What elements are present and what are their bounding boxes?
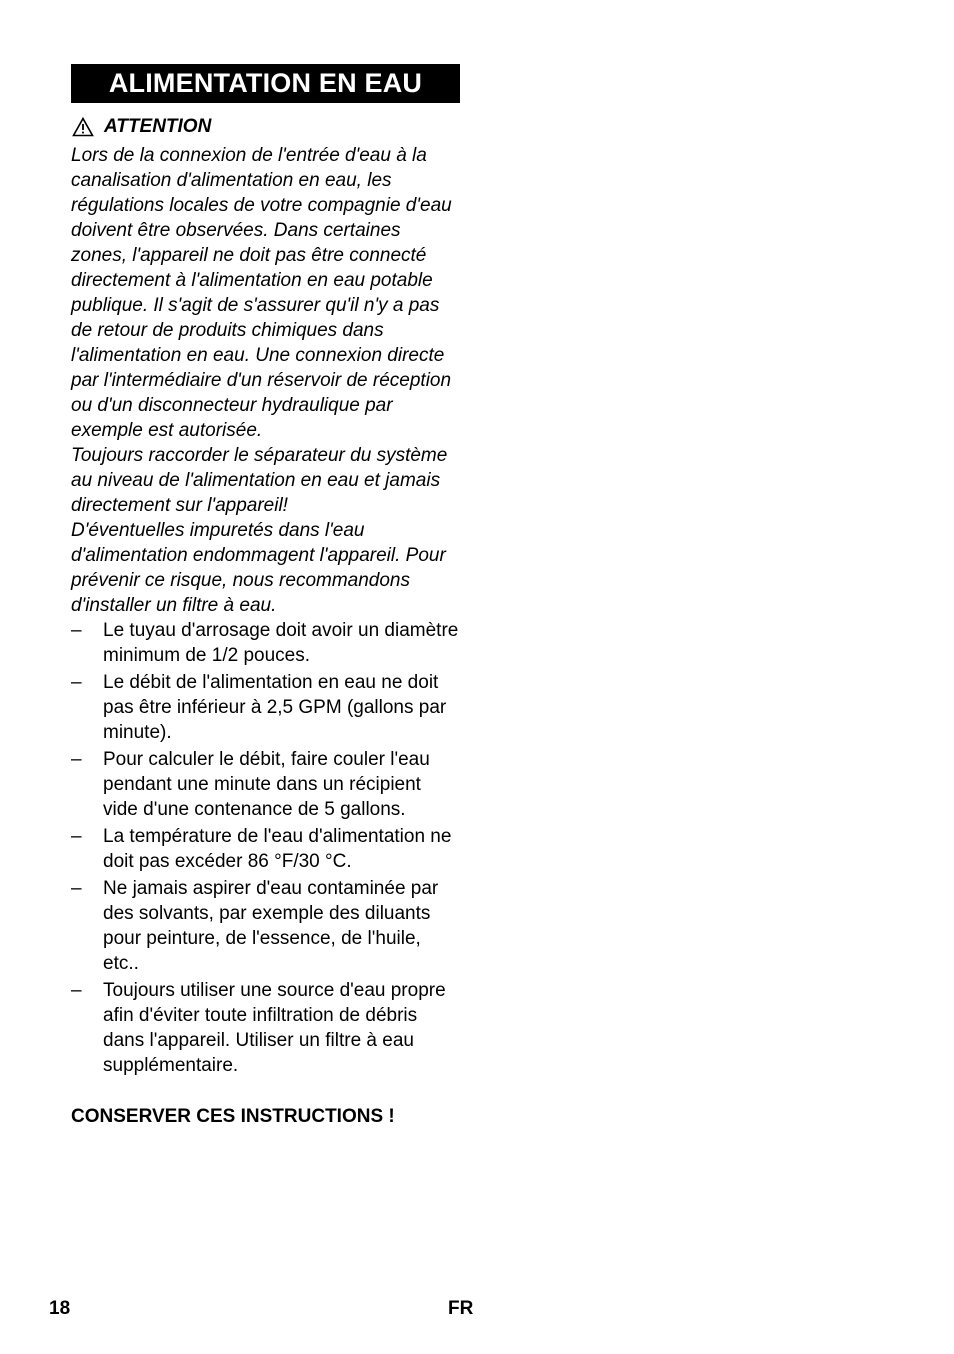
attention-heading [71, 114, 460, 140]
attention-paragraph: D'éventuelles impuretés dans l'eau d'alimentation endommagent l'appareil. Pour prévenir ce risque, nous recommandons d'installer un filtre à eau. [71, 520, 446, 616]
list-item [71, 824, 460, 874]
list-bullet: – [71, 878, 82, 899]
content-column [71, 64, 460, 1129]
list-item-text: Ne jamais aspirer d'eau contaminée par des solvants, par exemple des diluants pour peinture, de l'essence, de l'huile, etc.. [103, 878, 439, 974]
closing-instruction: CONSERVER CES INSTRUCTIONS ! [71, 1106, 395, 1127]
list-item [71, 670, 460, 745]
list-bullet: – [71, 980, 82, 1001]
list-item-text: Le débit de l'alimentation en eau ne doit pas être inférieur à 2,5 GPM (gallons par minute). [103, 672, 447, 743]
attention-paragraph: Toujours raccorder le séparateur du système au niveau de l'alimentation en eau et jamais directement sur l'appareil! [71, 445, 448, 516]
list-bullet: – [71, 620, 82, 641]
list-item-text: Le tuyau d'arrosage doit avoir un diamètre minimum de 1/2 pouces. [103, 620, 459, 666]
requirements-list [71, 618, 460, 1078]
attention-text [71, 143, 460, 618]
list-item-text: Toujours utiliser une source d'eau propre afin d'éviter toute infiltration de débris dans l'appareil. Utiliser un filtre à eau supplémentaire. [103, 980, 446, 1076]
list-item-text: La température de l'eau d'alimentation ne doit pas excéder 86 °F/30 °C. [103, 826, 452, 872]
warning-triangle-icon [72, 117, 94, 137]
attention-paragraph: Lors de la connexion de l'entrée d'eau à la canalisation d'alimentation en eau, les régulations locales de votre compagnie d'eau doivent être observées. Dans certaines zones, l'appareil ne doit pas être connecté directement à l'alimentation en eau potable publique. Il s'agit de s'assurer qu'il n'y a pas de retour de produits chimiques dans l'alimentation en eau. Une connexion directe par l'intermédiaire d'un réservoir de réception ou d'un disconnecteur hydraulique par exemple est autorisée. [71, 145, 452, 441]
list-bullet: – [71, 749, 82, 770]
language-code: FR [448, 1298, 474, 1319]
section-title: ALIMENTATION EN EAU [71, 64, 460, 103]
list-item [71, 747, 460, 822]
page-number: 18 [49, 1298, 71, 1319]
list-item [71, 876, 460, 976]
list-bullet: – [71, 672, 82, 693]
list-item [71, 618, 460, 668]
list-item [71, 978, 460, 1078]
list-bullet: – [71, 826, 82, 847]
attention-label: ATTENTION [104, 116, 212, 137]
list-item-text: Pour calculer le débit, faire couler l'eau pendant une minute dans un récipient vide d'une contenance de 5 gallons. [103, 749, 430, 820]
